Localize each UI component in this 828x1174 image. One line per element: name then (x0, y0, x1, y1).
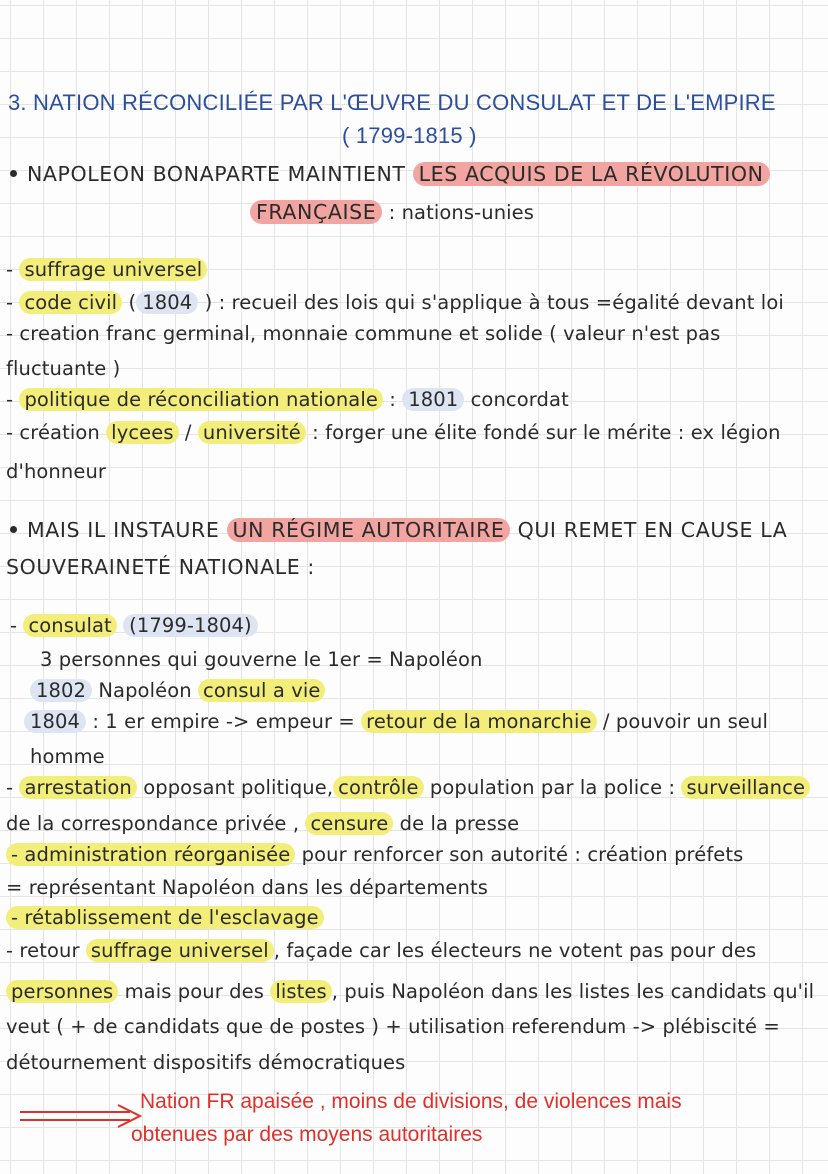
list-item-cont: = représentant Napoléon dans les départements (6, 876, 488, 899)
highlight-yellow: consul a vie (198, 679, 325, 702)
list-item-cont: veut ( + de candidats que de postes ) + utilisation referendum -> plébiscité = (6, 1015, 780, 1038)
list-item: - création lycees / université : forger une élite fondé sur le mérite : ex légion (6, 421, 781, 444)
highlight-yellow: listes (270, 980, 331, 1003)
list-item-cont: détournement dispositifs démocratiques (6, 1051, 406, 1074)
highlight-yellow: arrestation (19, 776, 136, 799)
highlight-yellow: surveillance (681, 776, 810, 799)
highlight-yellow: suffrage universel (86, 939, 274, 962)
section1-intro-cont: FRANÇAISE : nations-unies (250, 196, 534, 229)
list-item-cont: 1804 : 1 er empire -> empeur = retour de la monarchie / pouvoir un seul (24, 706, 768, 738)
page-title-dates: ( 1799-1815 ) (342, 123, 477, 148)
highlight-yellow: université (198, 421, 306, 444)
section2-intro: MAIS IL INSTAURE UN RÉGIME AUTORITAIRE QUI REMET EN CAUSE LA (6, 514, 787, 546)
list-item: - suffrage universel (6, 254, 207, 286)
highlight-yellow: retour de la monarchie (361, 710, 596, 733)
list-item-cont: homme (30, 745, 105, 768)
section1-intro: NAPOLEON BONAPARTE MAINTIENT LES ACQUIS DE LA RÉVOLUTION (6, 158, 770, 190)
highlight-pink: LES ACQUIS DE LA RÉVOLUTION (413, 162, 770, 186)
list-item: - administration réorganisée pour renforcer son autorité : création préfets (6, 839, 743, 871)
bullet-icon (10, 170, 17, 177)
section2-intro-cont: SOUVERAINETÉ NATIONALE : (6, 555, 315, 579)
list-item-cont: 3 personnes qui gouverne le 1er = Napoléon (40, 648, 483, 671)
conclusion-line2: obtenues par des moyens autoritaires (131, 1123, 483, 1146)
highlight-yellow: personnes (6, 980, 118, 1003)
list-item: - consulat (1799-1804) (10, 610, 258, 642)
page-title: 3. NATION RÉCONCILIÉE PAR L'ŒUVRE DU CONSULAT ET DE L'EMPIRE (8, 90, 776, 115)
list-item-cont: fluctuante ) (6, 357, 121, 380)
highlight-yellow: consulat (23, 614, 116, 637)
list-item: - politique de réconciliation nationale : 1801 concordat (6, 388, 569, 411)
list-item: - creation franc germinal, monnaie commune et solide ( valeur n'est pas (6, 322, 721, 345)
list-item: - code civil ( 1804 ) : recueil des lois qui s'applique à tous =égalité devant loi (6, 291, 784, 314)
highlight-blue: 1801 (402, 388, 464, 411)
highlight-pink: UN RÉGIME AUTORITAIRE (227, 518, 511, 542)
highlight-yellow: lycees (106, 421, 178, 444)
highlight-yellow: - administration réorganisée (6, 843, 295, 866)
highlight-yellow: politique de réconciliation nationale (19, 388, 383, 411)
highlight-yellow: contrôle (333, 776, 423, 799)
list-item-cont: 1802 Napoléon consul a vie (30, 675, 325, 707)
list-item: - arrestation opposant politique, contrôle population par la police : surveillance (6, 772, 810, 804)
highlight-yellow: - rétablissement de l'esclavage (6, 906, 324, 929)
list-item (6, 902, 324, 934)
highlight-yellow: code civil (19, 291, 122, 314)
highlight-blue: (1799-1804) (123, 614, 258, 637)
bullet-icon (10, 526, 17, 533)
conclusion-line1: Nation FR apaisée , moins de divisions, de violences mais (140, 1090, 682, 1113)
list-item-cont: de la correspondance privée , censure de la presse (6, 812, 520, 835)
highlight-blue: 1804 (136, 291, 198, 314)
highlight-yellow: suffrage universel (19, 258, 207, 281)
highlight-blue: 1802 (30, 679, 92, 702)
highlight-blue: 1804 (24, 710, 86, 733)
list-item: - retour suffrage universel , façade car les électeurs ne votent pas pour des (6, 939, 757, 962)
highlight-pink: FRANÇAISE (250, 200, 382, 224)
highlight-yellow: censure (305, 812, 393, 835)
list-item-cont: personnes mais pour des listes , puis Napoléon dans les listes les candidats qu'il (6, 976, 814, 1008)
double-arrow-icon (18, 1103, 146, 1129)
list-item-cont: d'honneur (6, 460, 107, 483)
